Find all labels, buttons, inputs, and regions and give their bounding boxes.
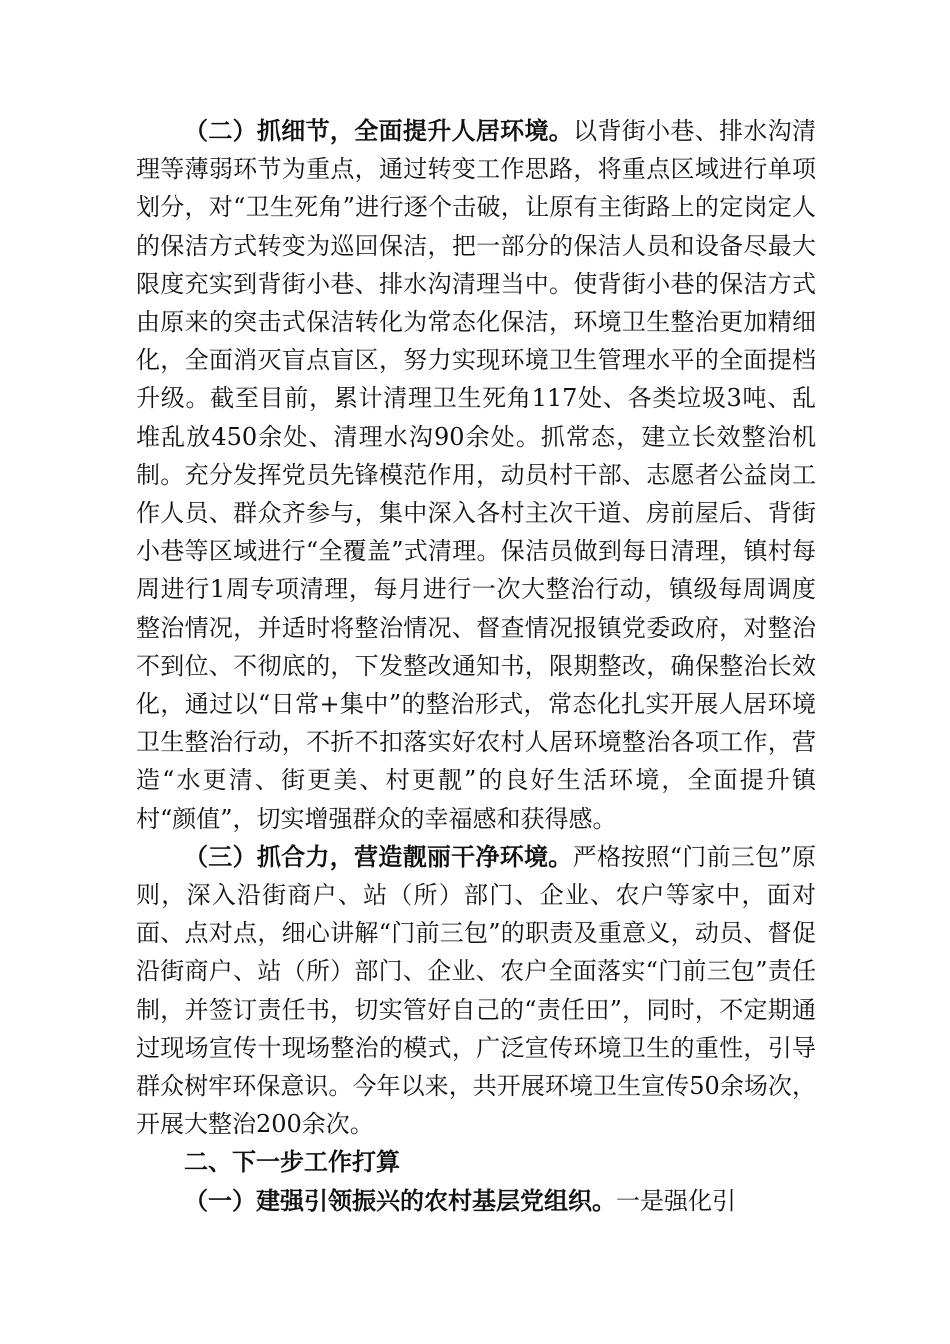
- paragraph-body: 一是强化引: [616, 1186, 736, 1215]
- paragraph-body: 以背街小巷、排水沟清理等薄弱环节为重点，通过转变工作思路，将重点区域进行单项划分，对“卫生死角”进行逐个击破，让原有主街路上的定岗定人的保洁方式转变为巡回保洁，把一部分的保洁人员和设备尽最大限度充实到背街小巷、排水沟清理当中。使背街小巷的保洁方式由原来的突击式保洁转化为常态化保洁，环境卫生整治更加精细化，全面消灭盲点盲区，努力实现环境卫生管理水平的全面提档升级。截至目前，累计清理卫生死角117处、各类垃圾3吨、乱堆乱放450余处、清理水沟90余处。抓常态，建立长效整治机制。充分发挥党员先锋模范作用，动员村干部、志愿者公益岗工作人员、群众齐参与，集中深入各村主次干道、房前屋后、背街小巷等区域进行“全覆盖”式清理。保洁员做到每日清理，镇村每周进行1周专项清理，每月进行一次大整治行动，镇级每周调度整治情况，并适时将整治情况、督查情况报镇党委政府，对整治不到位、不彻底的，下发整改通知书，限期整改，确保整治长效化，通过以“日常+集中”的整治形式，常态化扎实开展人居环境卫生整治行动，不折不扣落实好农村人居环境整治各项工作，营造“水更清、街更美、村更靓”的良好生活环境，全面提升镇村“颜值”，切实增强群众的幸福感和获得感。: [136, 117, 817, 833]
- paragraph-joint-effort: [136, 838, 816, 1144]
- paragraph-body: 严格按照“门前三包”原则，深入沿街商户、站（所）部门、企业、农户等家中，面对面、点对点，细心讲解“门前三包”的职责及重意义，动员、督促沿街商户、站（所）部门、企业、农户全面落实“门前三包”责任制，并签订责任书，切实管好自己的“责任田”，同时，不定期通过现场宣传十现场整治的模式，广泛宣传环境卫生的重性，引导群众树牢环保意识。今年以来，共开展环境卫生宣传50余场次，开展大整治200余次。: [136, 842, 816, 1139]
- document-page: [136, 112, 816, 1220]
- section-heading: 二、下一步工作打算: [184, 1148, 400, 1177]
- paragraph-environment-details: [136, 112, 816, 838]
- paragraph-lead: （二）抓细节，全面提升人居环境。: [184, 116, 574, 145]
- paragraph-party-organization: [136, 1182, 816, 1220]
- paragraph-lead: （三）抓合力，营造靓丽干净环境。: [184, 841, 573, 871]
- paragraph-lead: （一）建强引领振兴的农村基层党组织。: [184, 1185, 616, 1215]
